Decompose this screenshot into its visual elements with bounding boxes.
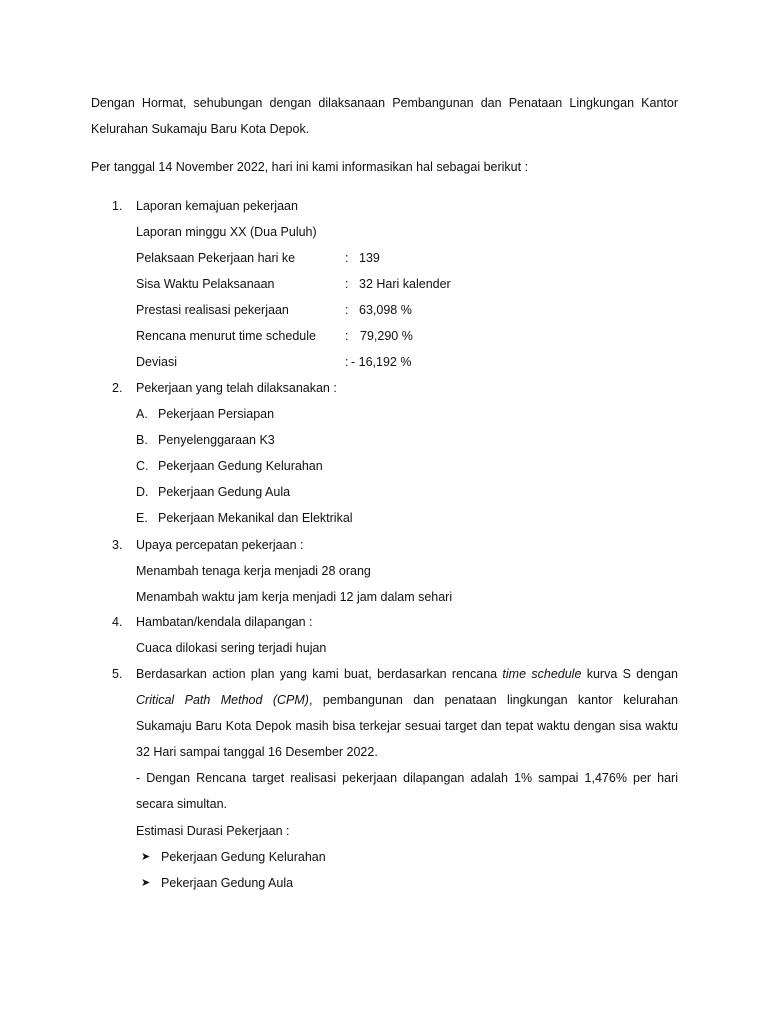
item-5-number: 5. (112, 667, 123, 681)
item-1-title: Laporan kemajuan pekerjaan (136, 199, 298, 213)
work-list-letter: B. (136, 433, 148, 447)
report-row-value: - 16,192 % (351, 355, 412, 369)
report-row-label: Pelaksaan Pekerjaan hari ke (136, 251, 296, 265)
item-5-emphasis: Critical Path Method (CPM) (136, 693, 309, 707)
report-row-label: Rencana menurut time schedule (136, 329, 316, 343)
intro-line-2: Kelurahan Sukamaju Baru Kota Depok. (91, 122, 310, 136)
bullet-text: Pekerjaan Gedung Aula (161, 876, 294, 890)
report-row-colon: : (345, 251, 349, 265)
intro-line-1: Dengan Hormat, sehubungan dengan dilaksanaan Pembangunan dan Penataan Lingkungan Kantor (91, 96, 678, 110)
item-5-emphasis: time schedule (502, 667, 582, 681)
estimasi-heading: Estimasi Durasi Pekerjaan : (136, 824, 290, 838)
report-row-label: Prestasi realisasi pekerjaan (136, 303, 289, 317)
item-5-line-4: 32 Hari sampai tanggal 16 Desember 2022. (136, 745, 378, 759)
work-list-text: Pekerjaan Gedung Aula (158, 485, 291, 499)
report-row-colon: : (345, 329, 349, 343)
arrow-bullet-icon: ➤ (141, 877, 151, 889)
bullet-text: Pekerjaan Gedung Kelurahan (161, 850, 326, 864)
report-row-value: 139 (359, 251, 380, 265)
item-5-line-5: - Dengan Rencana target realisasi pekerjaan dilapangan adalah 1% sampai 1,476% per hari (136, 771, 678, 785)
work-list-text: Pekerjaan Gedung Kelurahan (158, 459, 323, 473)
work-list-letter: D. (136, 485, 149, 499)
work-list-text: Pekerjaan Persiapan (158, 407, 275, 421)
work-list-letter: C. (136, 459, 149, 473)
report-row-label: Sisa Waktu Pelaksanaan (136, 277, 275, 291)
item-5-text: kurva S dengan (581, 667, 678, 681)
report-row-value: 32 Hari kalender (359, 277, 451, 291)
item-5-line-6: secara simultan. (136, 797, 228, 811)
report-row-colon: : (345, 355, 349, 369)
item-1-number: 1. (112, 199, 123, 213)
report-row-value: 63,098 % (359, 303, 412, 317)
item-4-line-text: Cuaca dilokasi sering terjadi hujan (136, 641, 327, 655)
report-row-label: Deviasi (136, 355, 177, 369)
work-list-letter: A. (136, 407, 148, 421)
item-1-subtitle: Laporan minggu XX (Dua Puluh) (136, 225, 317, 239)
item-5-line-3: Sukamaju Baru Kota Depok masih bisa terkejar sesuai target dan tepat waktu dengan sisa waktu (136, 719, 678, 733)
item-5-line-2 (136, 690, 678, 710)
item-4-number: 4. (112, 615, 123, 629)
item-5-text: , pembangunan dan penataan lingkungan kantor kelurahan (308, 693, 679, 707)
work-list-letter: E. (136, 511, 148, 525)
item-3-line-text: Menambah waktu jam kerja menjadi 12 jam dalam sehari (136, 590, 453, 604)
report-row-value: 79,290 % (360, 329, 413, 343)
item-2-number: 2. (112, 381, 123, 395)
arrow-bullet-icon: ➤ (141, 851, 151, 863)
work-list-text: Pekerjaan Mekanikal dan Elektrikal (158, 511, 353, 525)
item-4-title: Hambatan/kendala dilapangan : (136, 615, 313, 629)
item-5-text: Berdasarkan action plan yang kami buat, berdasarkan rencana (136, 667, 503, 681)
report-row-colon: : (345, 277, 349, 291)
item-3-number: 3. (112, 538, 123, 552)
item-5-line-1 (136, 664, 678, 684)
item-3-title: Upaya percepatan pekerjaan : (136, 538, 304, 552)
work-list-text: Penyelenggaraan K3 (158, 433, 275, 447)
date-line: Per tanggal 14 November 2022, hari ini kami informasikan hal sebagai berikut : (91, 160, 529, 174)
report-row-colon: : (345, 303, 349, 317)
item-2-title: Pekerjaan yang telah dilaksanakan : (136, 381, 337, 395)
item-3-line-text: Menambah tenaga kerja menjadi 28 orang (136, 564, 371, 578)
